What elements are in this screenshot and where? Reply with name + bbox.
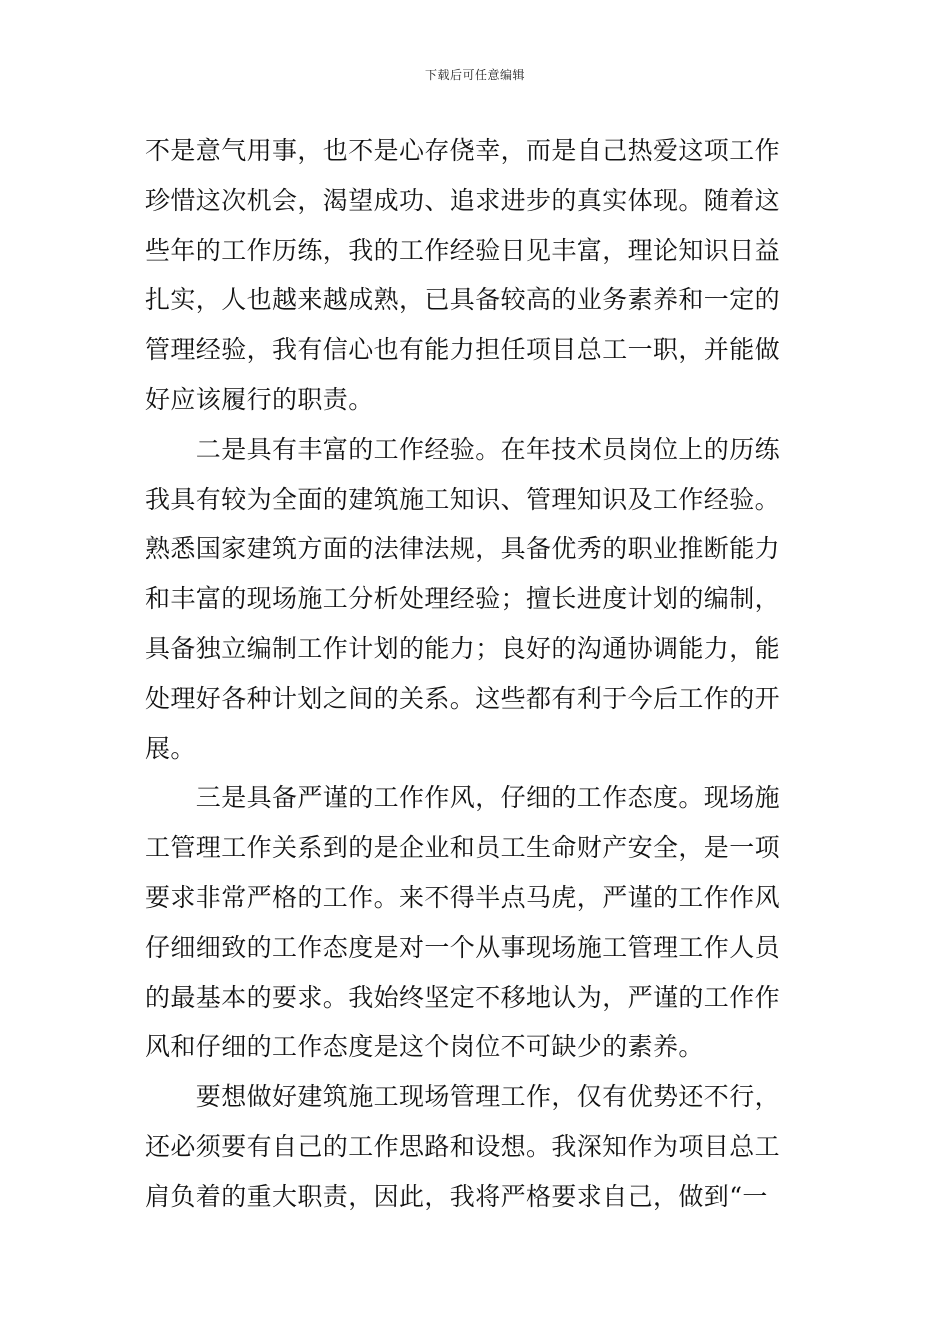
text-line: 仔细细致的工作态度是对一个从事现场施工管理工作人员 bbox=[145, 932, 781, 962]
body-text bbox=[145, 126, 810, 1222]
text-line: 些年的工作历练，我的工作经验日见丰富，理论知识日益 bbox=[145, 235, 781, 265]
text-line: 处理好各种计划之间的关系。这些都有利于今后工作的开 bbox=[145, 683, 781, 713]
text-line: 展。 bbox=[145, 733, 196, 763]
text-line: 要想做好建筑施工现场管理工作，仅有优势还不行， bbox=[145, 1082, 781, 1112]
text-line: 的最基本的要求。我始终坚定不移地认为，严谨的工作作 bbox=[145, 982, 781, 1012]
text-line: 三是具备严谨的工作作风，仔细的工作态度。现场施 bbox=[145, 783, 781, 813]
text-line: 好应该履行的职责。 bbox=[145, 384, 374, 414]
header-note: 下载后可任意编辑 bbox=[424, 68, 525, 82]
text-line: 管理经验，我有信心也有能力担任项目总工一职，并能做 bbox=[145, 335, 781, 365]
text-line: 扎实，人也越来越成熟，已具备较高的业务素养和一定的 bbox=[145, 285, 781, 315]
text-line: 我具有较为全面的建筑施工知识、管理知识及工作经验。 bbox=[145, 484, 781, 514]
text-line: 要求非常严格的工作。来不得半点马虎，严谨的工作作风 bbox=[145, 882, 781, 912]
text-line: 珍惜这次机会，渴望成功、追求进步的真实体现。随着这 bbox=[145, 185, 781, 215]
text-line: 和丰富的现场施工分析处理经验；擅长进度计划的编制， bbox=[145, 584, 781, 614]
text-line: 风和仔细的工作态度是这个岗位不可缺少的素养。 bbox=[145, 1032, 704, 1062]
text-line: 还必须要有自己的工作思路和设想。我深知作为项目总工 bbox=[145, 1131, 781, 1161]
text-line: 不是意气用事，也不是心存侥幸，而是自己热爱这项工作 bbox=[145, 136, 781, 165]
text-line: 具备独立编制工作计划的能力；良好的沟通协调能力，能 bbox=[145, 633, 781, 663]
text-line: 工管理工作关系到的是企业和员工生命财产安全，是一项 bbox=[145, 833, 781, 863]
text-line: 熟悉国家建筑方面的法律法规，具备优秀的职业推断能力 bbox=[145, 534, 781, 564]
text-line: 肩负着的重大职责，因此，我将严格要求自己，做到“一 bbox=[145, 1181, 768, 1211]
text-line: 二是具有丰富的工作经验。在年技术员岗位上的历练 bbox=[145, 434, 781, 464]
